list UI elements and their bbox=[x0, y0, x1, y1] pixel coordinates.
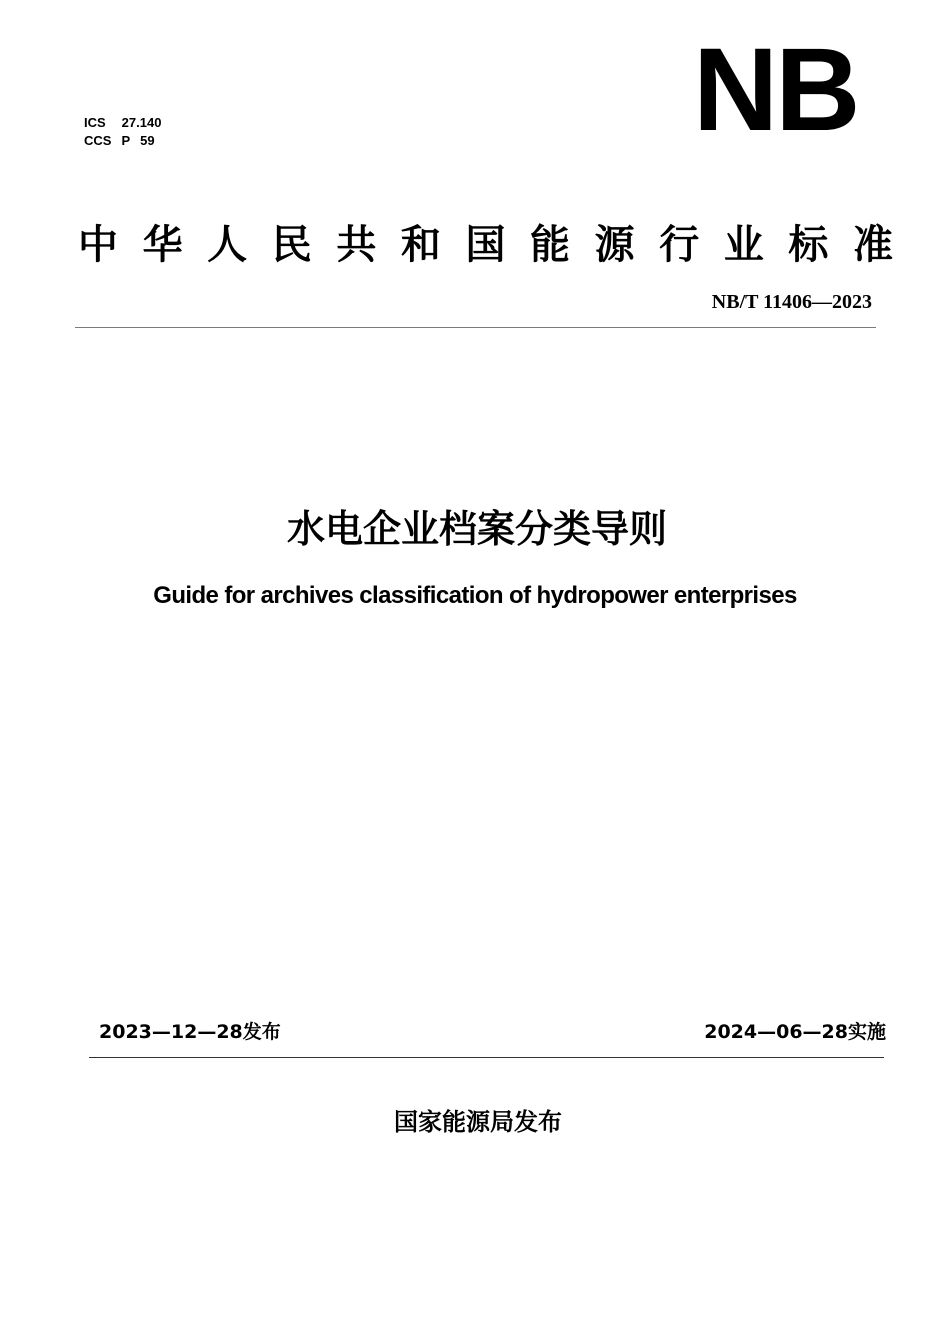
classification-codes bbox=[84, 114, 161, 150]
standard-category-char: 准 bbox=[852, 222, 893, 268]
ccs-label: CCS bbox=[84, 133, 112, 148]
standard-category-char: 行 bbox=[659, 222, 700, 268]
standard-category-title bbox=[78, 218, 893, 272]
standard-number: NB/T 11406—2023 bbox=[711, 291, 872, 313]
standard-category-char: 民 bbox=[271, 222, 312, 268]
ccs-letter: P bbox=[121, 133, 131, 148]
standard-category-char: 中 bbox=[78, 222, 118, 268]
document-title-english: Guide for archives classification of hydropower enterprises bbox=[153, 582, 797, 609]
standard-category-char: 标 bbox=[788, 222, 829, 268]
standard-category-char: 华 bbox=[142, 222, 183, 268]
implementation-date: 2024—06—28实施 bbox=[704, 1021, 886, 1043]
standard-category-char: 源 bbox=[594, 222, 635, 268]
standard-category-char: 和 bbox=[400, 222, 441, 268]
standard-category-char: 人 bbox=[207, 222, 248, 268]
document-title-chinese: 水电企业档案分类导则 bbox=[286, 507, 667, 551]
ccs-value: 59 bbox=[140, 133, 155, 148]
standard-category-char: 国 bbox=[465, 222, 506, 268]
header-divider bbox=[75, 327, 876, 328]
footer-divider bbox=[89, 1057, 884, 1058]
ics-label: ICS bbox=[84, 115, 106, 130]
publisher: 国家能源局发布 bbox=[394, 1108, 562, 1136]
ics-value: 27.140 bbox=[121, 115, 162, 130]
standard-category-char: 共 bbox=[336, 222, 377, 268]
issue-date: 2023—12—28发布 bbox=[99, 1021, 281, 1043]
ccs-row bbox=[84, 132, 161, 150]
standard-category-char: 业 bbox=[723, 222, 764, 268]
ics-row bbox=[84, 114, 161, 132]
standard-category-char: 能 bbox=[530, 222, 571, 268]
nb-logo: NB bbox=[693, 24, 858, 156]
